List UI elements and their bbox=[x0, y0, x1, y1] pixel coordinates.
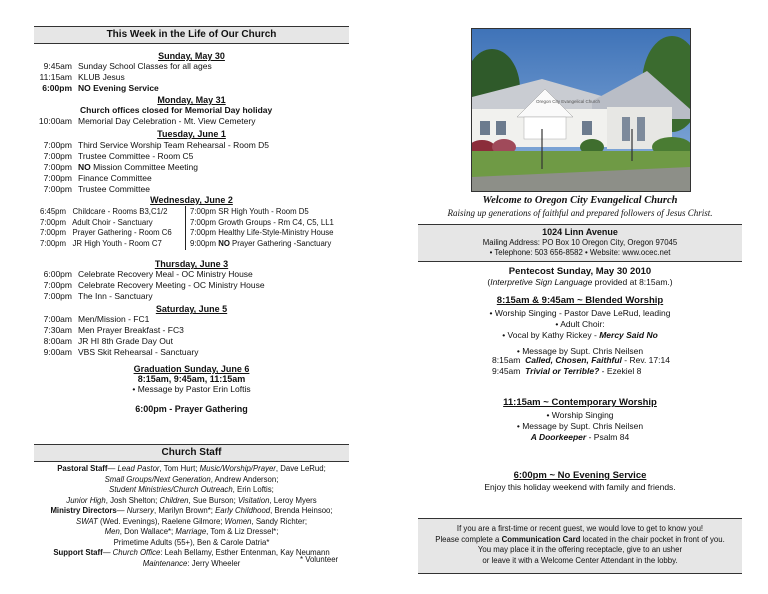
volunteer-note: * Volunteer bbox=[300, 555, 339, 564]
guest-info-box bbox=[418, 518, 742, 574]
wednesday-list-right bbox=[190, 207, 334, 249]
blended-message: • Message by Supt. Chris Neilsen bbox=[516, 346, 644, 356]
staff-line: Maintenance: Jerry Wheeler bbox=[142, 558, 241, 568]
saturday-heading: Saturday, June 5 bbox=[155, 304, 228, 314]
list-item: 6:45pm Childcare - Rooms B3,C1/2 bbox=[40, 207, 168, 216]
monday-heading: Monday, May 31 bbox=[157, 95, 226, 105]
address-bar bbox=[418, 224, 742, 262]
list-item: 7:30am Men Prayer Breakfast - FC3 bbox=[43, 325, 184, 335]
list-item: • Adult Choir: bbox=[555, 319, 605, 329]
list-item: 7:00pm Healthy Life-Style-Ministry House bbox=[190, 228, 334, 237]
wednesday-list-left bbox=[40, 207, 172, 249]
blended-heading: 8:15am & 9:45am ~ Blended Worship bbox=[496, 295, 664, 306]
list-item: 9:45am Sunday School Classes for all ages bbox=[43, 61, 212, 71]
church-motto: Raising up generations of faithful and prepared followers of Jesus Christ. bbox=[447, 208, 713, 218]
list-item: 7:00pm Celebrate Recovery Meeting - OC Ministry House bbox=[43, 280, 265, 290]
list-item: 8:00am JR HI 8th Grade Day Out bbox=[43, 336, 173, 346]
list-item: 7:00pm Trustee Committee bbox=[43, 184, 150, 194]
staff-list bbox=[34, 464, 349, 569]
church-sign-text: Oregon City Evangelical Church bbox=[536, 99, 601, 104]
list-item: 10:00am Memorial Day Celebration - Mt. View Cemetery bbox=[38, 116, 256, 126]
staff-line: Junior High, Josh Shelton; Children, Sue Burson; Visitation, Leroy Myers bbox=[66, 495, 317, 505]
graduation-heading: Graduation Sunday, June 6 bbox=[133, 364, 250, 374]
saturday-list bbox=[0, 314, 198, 358]
mailing-address: Mailing Address: PO Box 10 Oregon City, Oregon 97045 bbox=[482, 238, 678, 247]
list-item: 7:00pm Growth Groups - Rm C4, C5, LL1 bbox=[190, 217, 334, 227]
contemporary-details bbox=[418, 410, 742, 443]
tuesday-list bbox=[0, 140, 269, 195]
staff-line: Men, Don Wallace*; Marriage, Tom & Liz Dressel*; bbox=[104, 527, 279, 536]
guest-line: If you are a first-time or recent guest, we would love to get to know you! bbox=[456, 524, 704, 533]
list-item: 7:00am Men/Mission - FC1 bbox=[43, 314, 150, 324]
list-item: 7:00pm SR High Youth - Room D5 bbox=[190, 207, 309, 216]
list-item: 7:00pm Trustee Committee - Room C5 bbox=[43, 151, 194, 161]
evening-heading: 6:00pm ~ No Evening Service bbox=[513, 470, 647, 481]
week-title: This Week in the Life of Our Church bbox=[106, 29, 277, 40]
list-item: • Worship Singing - Pastor Dave LeRud, leading bbox=[489, 308, 671, 318]
guest-line: You may place it in the offering receptacle, give to an usher bbox=[477, 545, 683, 554]
church-building-image bbox=[472, 29, 690, 191]
monday-list bbox=[0, 116, 255, 127]
staff-line: Student Ministries/Church Outreach, Erin Loftis; bbox=[109, 485, 274, 494]
list-item: 11:15am KLUB Jesus bbox=[39, 72, 125, 82]
street-address: 1024 Linn Avenue bbox=[542, 227, 618, 237]
list-item: 8:15am Called, Chosen, Faithful - Rev. 17:14 bbox=[492, 355, 670, 365]
staff-line: Primetime Adults (55+), Ben & Carole Datria* bbox=[113, 537, 270, 547]
blended-sermons bbox=[492, 355, 670, 377]
list-item: 9:00pm NO Prayer Gathering -Sanctuary bbox=[190, 238, 332, 248]
sign-language-note: (Interpretive Sign Language provided at 8:15am.) bbox=[487, 277, 673, 287]
list-item: 7:00pm Third Service Worship Team Rehearsal - Room D5 bbox=[43, 140, 270, 150]
list-item: • Worship Singing bbox=[546, 410, 614, 420]
list-item: 7:00pm Prayer Gathering - Room C6 bbox=[40, 228, 172, 237]
staff-line: SWAT (Wed. Evenings), Raelene Gilmore; Women, Sandy Richter; bbox=[76, 516, 307, 526]
staff-title-bar bbox=[34, 444, 349, 462]
list-item: 7:00pm Adult Choir - Sanctuary bbox=[40, 217, 153, 227]
list-item: 9:00am VBS Skit Rehearsal - Sanctuary bbox=[43, 347, 199, 357]
list-item: • Vocal by Kathy Rickey - Mercy Said No bbox=[502, 330, 658, 340]
list-item: 7:00pm JR High Youth - Room C7 bbox=[40, 238, 162, 248]
contemporary-heading: 11:15am ~ Contemporary Worship bbox=[503, 397, 657, 408]
list-item: 7:00pm Finance Committee bbox=[43, 173, 152, 183]
list-item: 7:00pm The Inn - Sanctuary bbox=[43, 291, 153, 301]
list-item: 6:00pm NO Evening Service bbox=[42, 83, 159, 93]
welcome-title: Welcome to Oregon City Evangelical Church bbox=[482, 195, 678, 206]
graduation-message: • Message by Pastor Erin Loftis bbox=[132, 384, 251, 394]
list-item: 9:45am Trivial or Terrible? - Ezekiel 8 bbox=[492, 366, 642, 376]
service-title: Pentecost Sunday, May 30 2010 bbox=[508, 266, 652, 277]
staff-title: Church Staff bbox=[161, 447, 222, 458]
staff-line: Pastoral Staff— Lead Pastor, Tom Hurt; Music/Worship/Prayer, Dave LeRud; bbox=[57, 464, 326, 473]
staff-line: Support Staff— Church Office: Leah Bellamy, Esther Entenman, Kay Neumann bbox=[53, 548, 330, 557]
blended-details bbox=[418, 308, 742, 341]
guest-line: or leave it with a Welcome Center Attendant in the lobby. bbox=[482, 555, 678, 565]
list-item: 7:00pm NO Mission Committee Meeting bbox=[43, 162, 198, 172]
staff-line: Ministry Directors— Nursery, Marilyn Brown*; Early Childhood, Brenda Heinsoo; bbox=[50, 506, 333, 515]
guest-line: Please complete a Communication Card located in the chair pocket in front of you. bbox=[435, 534, 725, 544]
wednesday-divider bbox=[185, 206, 186, 250]
church-photo bbox=[471, 28, 691, 192]
list-item: A Doorkeeper - Psalm 84 bbox=[530, 432, 630, 442]
thursday-list bbox=[0, 269, 265, 302]
wednesday-heading: Wednesday, June 2 bbox=[150, 195, 233, 205]
thursday-heading: Thursday, June 3 bbox=[154, 259, 229, 269]
prayer-gathering: 6:00pm - Prayer Gathering bbox=[135, 404, 248, 414]
graduation-times: 8:15am, 9:45am, 11:15am bbox=[137, 374, 246, 384]
list-item: 6:00pm Celebrate Recovery Meal - OC Ministry House bbox=[43, 269, 253, 279]
week-title-bar bbox=[34, 26, 349, 44]
list-item: • Message by Supt. Chris Neilsen bbox=[516, 421, 644, 431]
monday-note: Church offices closed for Memorial Day holiday bbox=[80, 105, 273, 115]
evening-note: Enjoy this holiday weekend with family and friends. bbox=[484, 482, 676, 492]
staff-line: Small Groups/Next Generation, Andrew Anderson; bbox=[104, 474, 279, 484]
tuesday-heading: Tuesday, June 1 bbox=[157, 129, 226, 139]
sunday-heading: Sunday, May 30 bbox=[158, 51, 225, 61]
sunday-list bbox=[0, 61, 212, 94]
contact-info: • Telephone: 503 656-8582 • Website: www.ocec.net bbox=[489, 248, 671, 257]
